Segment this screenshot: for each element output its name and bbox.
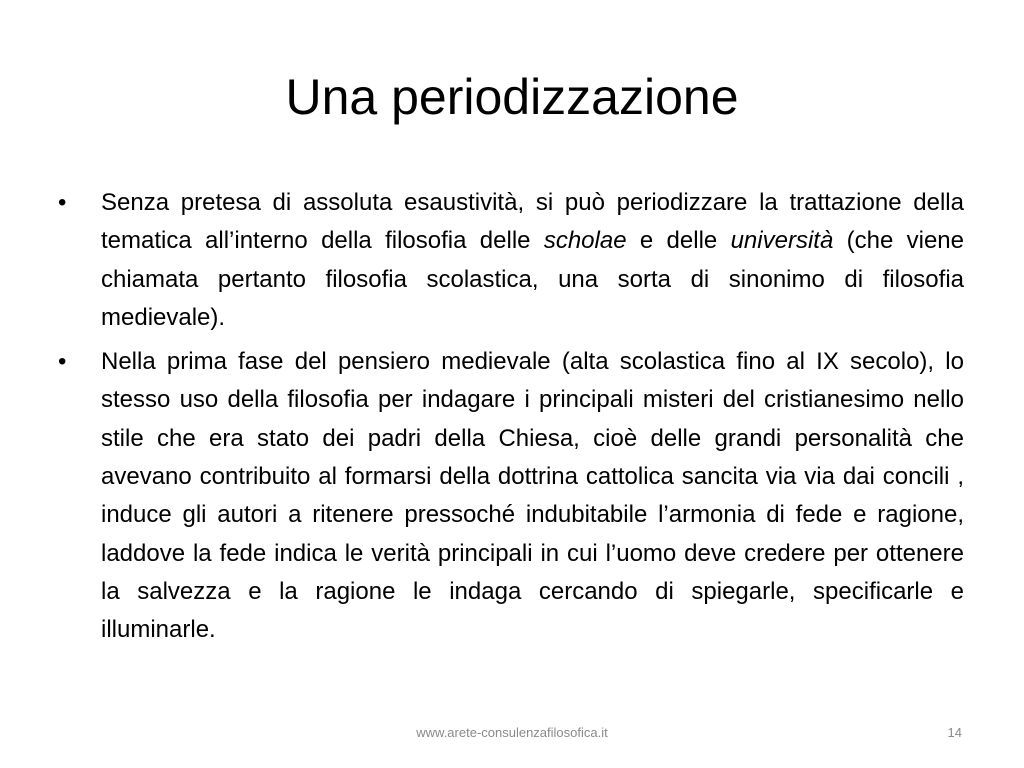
bullet-list [52,184,964,656]
slide-title: Una periodizzazione [285,69,739,125]
bullet-item [52,343,964,649]
page-number: 14 [947,725,962,740]
italic-term-scholae: scholae [543,227,627,255]
bullet-item [52,184,964,337]
text-segment: e delle [626,227,731,255]
italic-term-universita: università [730,227,834,255]
bullet-marker: • [58,189,67,216]
text-segment: Senza pretesa di assoluta esaustività, si può periodizzare la trattazione della tematica all’interno della filosofia delle [101,189,964,255]
text-segment: (che viene chiamata pertanto filosofia scolastica, una sorta di sinonimo di filosofia medievale). [101,227,964,331]
bullet-marker: • [58,348,67,376]
footer-url: www.arete-consulenzafilosofica.it [416,725,608,740]
bullet-text [101,343,964,649]
bullet-text [101,184,964,337]
text-segment: Nella prima fase del pensiero medievale (alta scolastica fino al IX secolo), lo stesso uso della filosofia per indagare i principali misteri del cristianesimo nello stile che era stato dei padri della Chiesa, cioè delle grandi personalità che avevano contribuito al formarsi della dottrina cattolica sancita via via dai concili , induce gli autori a ritenere pressoché indubitabile l’armonia di fede e ragione, laddove la fede indica le verità principali in cui l’uomo deve credere per ottenere la salvezza e la ragione le indaga cercando di spiegarle, specificarle e illuminarle. [101,348,964,644]
